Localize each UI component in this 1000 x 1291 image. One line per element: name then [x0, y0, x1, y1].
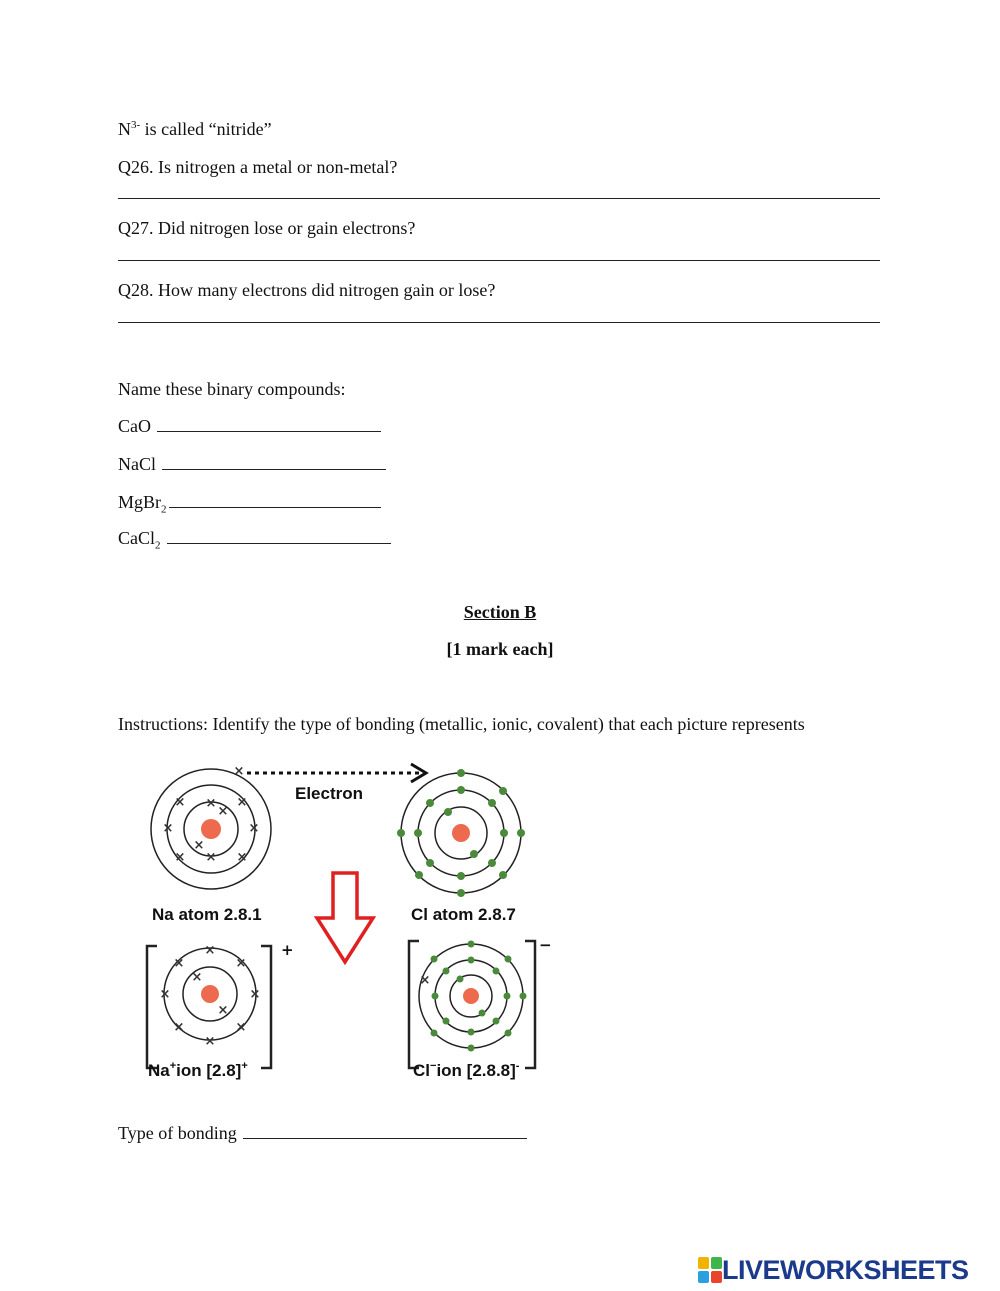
compound-formula: CaCl: [118, 528, 156, 548]
na-atom-label: Na atom 2.8.1: [152, 905, 262, 924]
svg-text:×: ×: [204, 1034, 216, 1049]
answer-row: [118, 1122, 527, 1144]
electron-label: Electron: [295, 784, 364, 803]
compound-answer-blank[interactable]: [169, 493, 381, 508]
svg-text:×: ×: [205, 796, 217, 811]
svg-text:×: ×: [233, 764, 245, 779]
svg-text:×: ×: [204, 943, 216, 958]
svg-text:×: ×: [205, 850, 217, 865]
electron-transfer-arrow: [247, 764, 426, 782]
answer-line-q28[interactable]: [118, 322, 880, 323]
liveworksheets-logo: [698, 1255, 969, 1285]
na-ion-symbol: Na: [148, 1061, 170, 1080]
nitride-charge: 3-: [131, 119, 141, 131]
cl-ion-end-sup: -: [515, 1060, 520, 1072]
cl-ion: [409, 936, 552, 1068]
compound-formula: MgBr: [118, 492, 162, 512]
section-instructions: Instructions: Identify the type of bonding (metallic, ionic, covalent) that each picture represents: [118, 714, 805, 734]
svg-text:×: ×: [249, 987, 261, 1002]
liveworksheets-logo-icon: [698, 1257, 722, 1283]
cl-ion-charge: −: [539, 936, 552, 954]
cl-atom-label: Cl atom 2.8.7: [411, 905, 516, 924]
compounds-heading: Name these binary compounds:: [118, 379, 346, 399]
ionic-bonding-diagram: [135, 758, 585, 1093]
svg-text:×: ×: [419, 973, 431, 988]
svg-text:×: ×: [236, 850, 248, 865]
down-arrow-icon: [317, 873, 373, 962]
section-marks: [1 mark each]: [446, 639, 554, 659]
compound-answer-blank[interactable]: [167, 529, 391, 544]
compound-row: [118, 491, 381, 516]
compound-row: [118, 453, 386, 475]
compound-subscript: 2: [155, 539, 161, 552]
compound-answer-blank[interactable]: [157, 417, 381, 432]
svg-text:×: ×: [217, 1003, 229, 1018]
svg-text:×: ×: [217, 804, 229, 819]
svg-text:×: ×: [174, 850, 186, 865]
cl-ion-rest: ion [2.8.8]: [436, 1061, 516, 1080]
brand-name: LIVEWORKSHEETS: [722, 1254, 969, 1285]
svg-text:×: ×: [174, 795, 186, 810]
nitride-text: is called “nitride”: [140, 119, 272, 139]
na-ion-sup: +: [169, 1060, 177, 1072]
svg-text:×: ×: [236, 795, 248, 810]
bonding-answer-blank[interactable]: [243, 1124, 527, 1139]
compound-answer-blank[interactable]: [162, 455, 386, 470]
na-ion-rest: ion [2.8]: [176, 1061, 242, 1080]
svg-text:×: ×: [235, 1020, 247, 1035]
na-ion: [147, 941, 294, 1068]
question-q26: Q26. Is nitrogen a metal or non-metal?: [118, 157, 398, 177]
compound-row: [118, 415, 381, 437]
answer-line-q26[interactable]: [118, 198, 880, 199]
nitride-line: [118, 118, 272, 140]
compound-subscript: 2: [161, 503, 167, 516]
na-ion-charge: +: [281, 941, 294, 959]
svg-text:×: ×: [193, 838, 205, 853]
answer-label: Type of bonding: [118, 1123, 237, 1143]
cl-ion-label: [413, 1060, 520, 1080]
cl-ion-sup: −: [430, 1060, 437, 1072]
svg-text:×: ×: [191, 970, 203, 985]
nucleus-icon: [463, 988, 479, 1004]
question-q27: Q27. Did nitrogen lose or gain electrons?: [118, 218, 416, 238]
compound-formula: NaCl: [118, 454, 156, 474]
na-ion-label: [148, 1060, 248, 1080]
compound-formula: CaO: [118, 416, 151, 436]
question-q28: Q28. How many electrons did nitrogen gain or lose?: [118, 280, 496, 300]
svg-text:×: ×: [162, 821, 174, 836]
nucleus-icon: [452, 824, 470, 842]
svg-text:×: ×: [173, 956, 185, 971]
nucleus-icon: [201, 819, 221, 839]
na-atom: [151, 764, 271, 889]
svg-text:×: ×: [248, 821, 260, 836]
cl-atom: [397, 769, 525, 897]
compound-row: [118, 527, 391, 552]
section-title: Section B: [463, 602, 537, 622]
svg-text:×: ×: [159, 987, 171, 1002]
nitride-symbol: N: [118, 119, 131, 139]
svg-text:×: ×: [173, 1020, 185, 1035]
svg-text:×: ×: [235, 956, 247, 971]
na-ion-end-sup: +: [241, 1060, 248, 1072]
cl-ion-symbol: Cl: [413, 1061, 430, 1080]
nucleus-icon: [201, 985, 219, 1003]
answer-line-q27[interactable]: [118, 260, 880, 261]
